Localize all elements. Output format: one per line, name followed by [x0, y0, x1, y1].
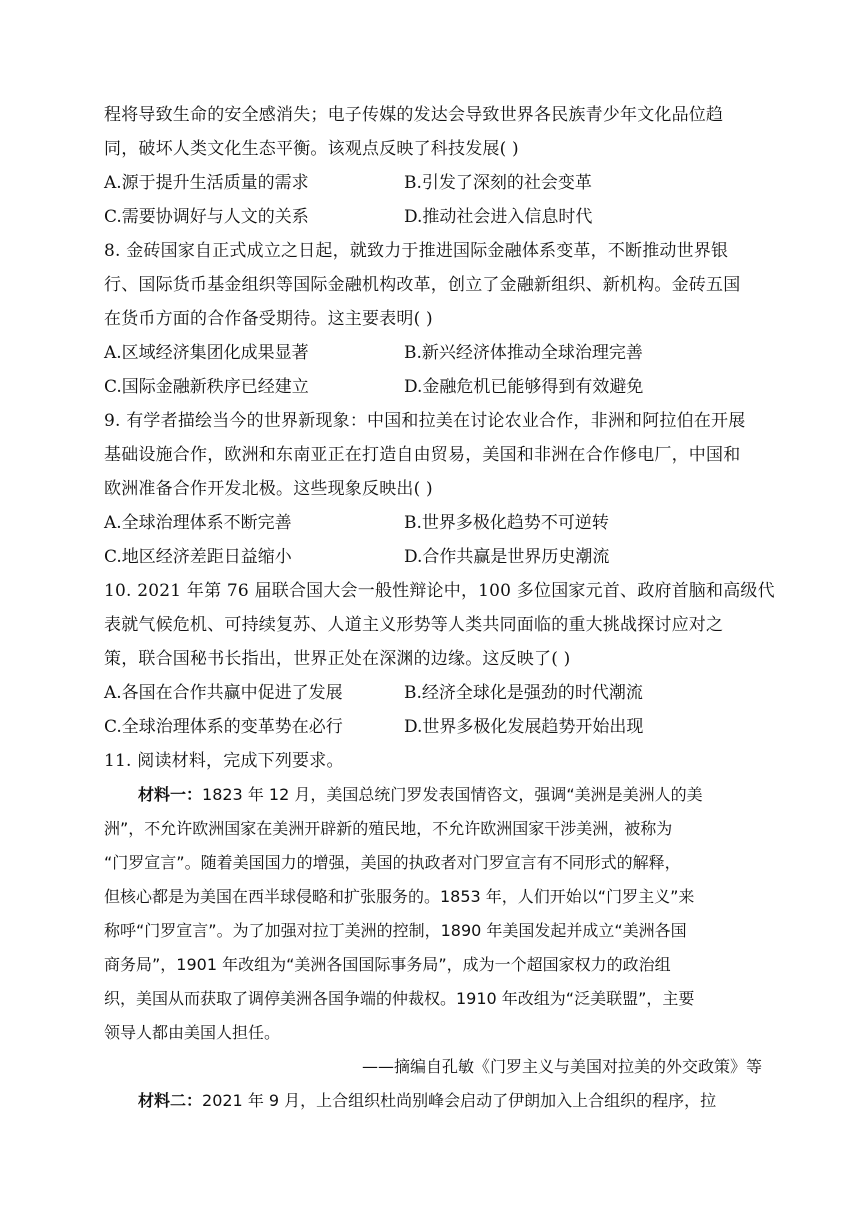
q9-option-b[interactable]: B.世界多极化趋势不可逆转 [404, 513, 609, 533]
q9-option-c[interactable]: C.地区经济差距日益缩小 [104, 547, 292, 567]
q7-stem-line-2: 同，破坏人类文化生态平衡。该观点反映了科技发展( ) [104, 139, 519, 159]
q7-option-c[interactable]: C.需要协调好与人文的关系 [104, 207, 309, 227]
material-1-line-5: 称呼“门罗宣言”。为了加强对拉丁美洲的控制，1890 年美国发起并成立“美洲各国 [104, 921, 687, 940]
material-2-first-line [138, 1090, 766, 1112]
q9-option-a[interactable]: A.全球治理体系不断完善 [104, 513, 292, 533]
material-2-text: 2021 年 9 月，上合组织杜尚别峰会启动了伊朗加入上合组织的程序，拉 [202, 1091, 717, 1110]
q10-stem-line-3: 策，联合国秘书长指出，世界正处在深渊的边缘。这反映了( ) [104, 649, 571, 669]
material-1-line-4: 但核心都是为美国在西半球侵略和扩张服务的。1853 年，人们开始以“门罗主义”来 [104, 887, 695, 906]
q8-stem-line-3: 在货币方面的合作备受期待。这主要表明( ) [104, 309, 433, 329]
material-1-label: 材料一： [138, 785, 203, 804]
q10-option-a[interactable]: A.各国在合作共赢中促进了发展 [104, 683, 343, 703]
q10-option-b[interactable]: B.经济全球化是强劲的时代潮流 [404, 683, 643, 703]
material-1-line-2: 洲”，不允许欧洲国家在美洲开辟新的殖民地，不允许欧洲国家干涉美洲，被称为 [104, 819, 673, 838]
material-1-text: 1823 年 12 月，美国总统门罗发表国情咨文，强调“美洲是美洲人的美 [202, 785, 703, 804]
q9-option-d[interactable]: D.合作共赢是世界历史潮流 [404, 547, 610, 567]
material-2-label: 材料二： [138, 1091, 203, 1110]
q10-stem-line-1: 10. 2021 年第 76 届联合国大会一般性辩论中，100 多位国家元首、政府首脑和高级代 [104, 581, 775, 601]
q8-stem-line-1: 8. 金砖国家自正式成立之日起，就致力于推进国际金融体系变革，不断推动世界银 [104, 241, 729, 261]
q8-option-d[interactable]: D.金融危机已能够得到有效避免 [404, 377, 644, 397]
material-1-line-6: 商务局”，1901 年改组为“美洲各国国际事务局”，成为一个超国家权力的政治组 [104, 955, 671, 974]
material-1-source: ——摘编自孔敏《门罗主义与美国对拉美的外交政策》等 [361, 1057, 762, 1076]
q7-option-d[interactable]: D.推动社会进入信息时代 [404, 207, 593, 227]
material-1-line-8: 领导人都由美国人担任。 [104, 1023, 281, 1042]
q9-stem-line-3: 欧洲准备合作开发北极。这些现象反映出( ) [104, 479, 433, 499]
q9-stem-line-2: 基础设施合作，欧洲和东南亚正在打造自由贸易，美国和非洲在合作修电厂，中国和 [104, 445, 741, 465]
q7-option-a[interactable]: A.源于提升生活质量的需求 [104, 173, 309, 193]
material-1-line-7: 织，美国从而获取了调停美洲各国争端的仲裁权。1910 年改组为“泛美联盟”，主要 [104, 989, 695, 1008]
q8-option-c[interactable]: C.国际金融新秩序已经建立 [104, 377, 309, 397]
q10-option-d[interactable]: D.世界多极化发展趋势开始出现 [404, 717, 644, 737]
material-1-first-line [138, 784, 766, 806]
q7-stem-line-1: 程将导致生命的安全感消失；电子传媒的发达会导致世界各民族青少年文化品位趋 [104, 105, 724, 125]
q8-option-a[interactable]: A.区域经济集团化成果显著 [104, 343, 309, 363]
q8-stem-line-2: 行、国际货币基金组织等国际金融机构改革，创立了金融新组织、新机构。金砖五国 [104, 275, 741, 295]
q10-stem-line-2: 表就气候危机、可持续复苏、人道主义形势等人类共同面临的重大挑战探讨应对之 [104, 615, 724, 635]
q10-option-c[interactable]: C.全球治理体系的变革势在必行 [104, 717, 343, 737]
q9-stem-line-1: 9. 有学者描绘当今的世界新现象：中国和拉美在讨论农业合作，非洲和阿拉伯在开展 [104, 411, 746, 431]
q7-option-b[interactable]: B.引发了深刻的社会变革 [404, 173, 592, 193]
q8-option-b[interactable]: B.新兴经济体推动全球治理完善 [404, 343, 643, 363]
q11-stem: 11. 阅读材料，完成下列要求。 [104, 751, 344, 771]
material-1-line-3: “门罗宣言”。随着美国国力的增强，美国的执政者对门罗宣言有不同形式的解释， [104, 853, 681, 872]
